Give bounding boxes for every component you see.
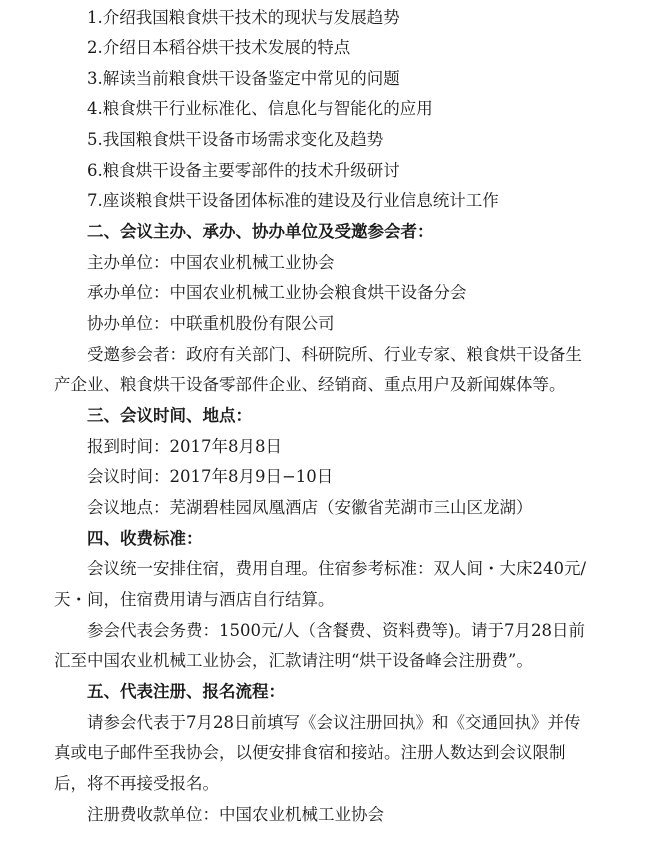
fee-line-1: 参会代表会务费：1500元/人（含餐费、资料费等)。请于7月28日前 [87, 621, 585, 640]
lodging-line-2: 天・间，住宿费用请与酒店自行结算。 [54, 590, 335, 609]
host-unit: 主办单位：中国农业机械工业协会 [87, 253, 335, 272]
agenda-item-7: 7.座谈粮食烘干设备团体标准的建设及行业信息统计工作 [87, 191, 499, 210]
meeting-time: 会议时间：2017年8月9日−10日 [87, 467, 334, 486]
meeting-venue: 会议地点：芜湖碧桂园凤凰酒店（安徽省芜湖市三山区龙湖） [87, 498, 533, 517]
registration-time: 报到时间：2017年8月8日 [87, 437, 282, 456]
invitees-line-1: 受邀参会者：政府有关部门、科研院所、行业专家、粮食烘干设备生 [87, 345, 582, 364]
agenda-item-6: 6.粮食烘干设备主要零部件的技术升级研讨 [87, 161, 400, 180]
agenda-item-1: 1.介绍我国粮食烘干技术的现状与发展趋势 [87, 8, 400, 27]
agenda-item-5: 5.我国粮食烘干设备市场需求变化及趋势 [87, 130, 384, 149]
co-organizer-unit: 协办单位：中联重机股份有限公司 [87, 314, 335, 333]
registration-line-1: 请参会代表于7月28日前填写《会议注册回执》和《交通回执》并传 [87, 713, 581, 732]
fee-line-2: 汇至中国农业机械工业协会，汇款请注明“烘干设备峰会注册费”。 [54, 651, 533, 670]
agenda-item-4: 4.粮食烘干行业标准化、信息化与智能化的应用 [87, 99, 433, 118]
registration-line-2: 真或电子邮件至我协会，以便安排食宿和接站。注册人数达到会议限制 [54, 743, 566, 762]
section-2-heading: 二、会议主办、承办、协办单位及受邀参会者： [87, 222, 434, 241]
section-5-heading: 五、代表注册、报名流程： [87, 682, 285, 701]
section-3-heading: 三、会议时间、地点： [87, 406, 252, 425]
organizer-unit: 承办单位：中国农业机械工业协会粮食烘干设备分会 [87, 283, 467, 302]
agenda-item-2: 2.介绍日本稻谷烘干技术发展的特点 [87, 38, 351, 57]
registration-line-3: 后，将不再接受报名。 [54, 774, 219, 793]
section-4-heading: 四、收费标准： [87, 529, 203, 548]
fee-payee: 注册费收款单位：中国农业机械工业协会 [87, 805, 384, 824]
lodging-line-1: 会议统一安排住宿，费用自理。住宿参考标准：双人间・大床240元/ [87, 559, 587, 578]
invitees-line-2: 产企业、粮食烘干设备零部件企业、经销商、重点用户及新闻媒体等。 [54, 375, 566, 394]
agenda-item-3: 3.解读当前粮食烘干设备鉴定中常见的问题 [87, 69, 400, 88]
